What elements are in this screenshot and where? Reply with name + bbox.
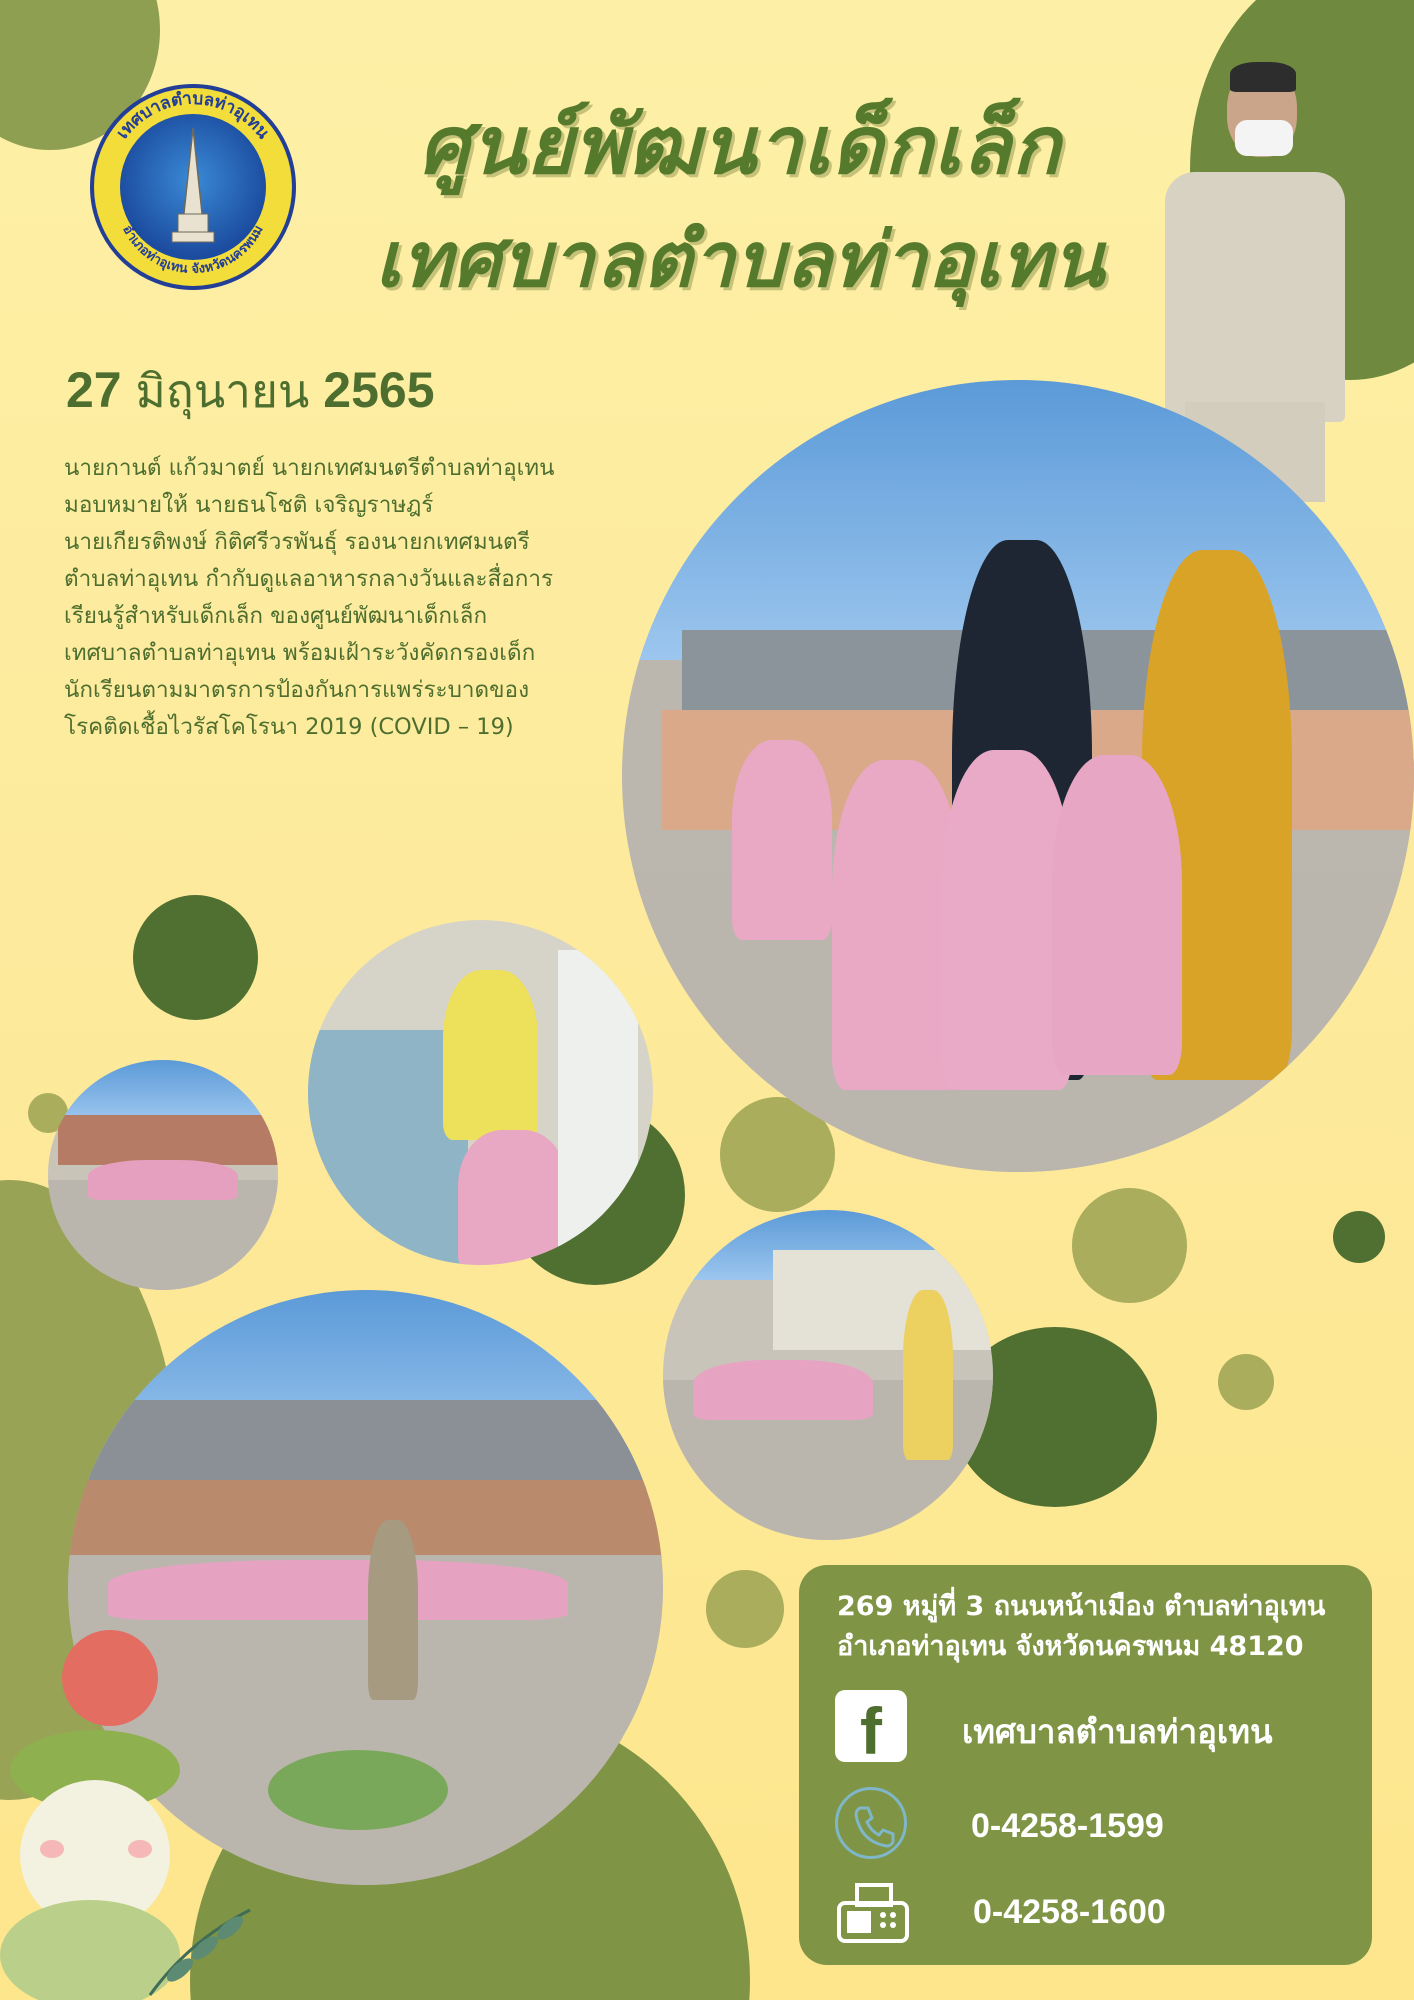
phone-icon bbox=[835, 1787, 907, 1859]
photo-temperature-screening bbox=[663, 1210, 993, 1540]
date-year: 2565 bbox=[323, 362, 435, 418]
fax-icon bbox=[835, 1883, 911, 1945]
municipality-logo bbox=[90, 84, 296, 290]
title-line-2: เทศบาลตำบลท่าอุเทน bbox=[374, 215, 1106, 304]
address-line-2: อำเภอท่าอุเทน จังหวัดนครพนม 48120 bbox=[837, 1631, 1304, 1662]
text-line: ตำบลท่าอุเทน กำกับดูแลอาหารกลางวันและสื่อการ bbox=[64, 566, 554, 592]
event-date bbox=[66, 355, 435, 428]
text-line: เทศบาลตำบลท่าอุเทน พร้อมเฝ้าระวังคัดกรองเด็ก bbox=[64, 640, 536, 666]
text-line: โรคติดเชื้อไวรัสโคโรนา 2019 (COVID – 19) bbox=[64, 714, 514, 740]
announcement-text bbox=[64, 450, 604, 746]
address bbox=[837, 1587, 1325, 1667]
logo-text-bottom: อำเภอท่าอุเทน จังหวัดนครพนม bbox=[119, 222, 267, 278]
title-line-1: ศูนย์พัฒนาเด็กเล็ก bbox=[418, 98, 1062, 192]
phone-number[interactable]: 0-4258-1599 bbox=[971, 1807, 1164, 1845]
deco-circle bbox=[1333, 1211, 1385, 1263]
text-line: นายเกียรติพงษ์ กิติศรีวรพันธุ์ รองนายกเทศมนตรี bbox=[64, 529, 530, 555]
svg-text:เทศบาลตำบลท่าอุเทน bbox=[113, 89, 274, 144]
logo-text-top: เทศบาลตำบลท่าอุเทน bbox=[112, 88, 274, 143]
text-line: เรียนรู้สำหรับเด็กเล็ก ของศูนย์พัฒนาเด็กเล็ก bbox=[64, 603, 488, 629]
leaf-decoration bbox=[140, 1900, 260, 2000]
deco-circle bbox=[1072, 1188, 1187, 1303]
text-line: นักเรียนตามมาตรการป้องกันการแพร่ระบาดของ bbox=[64, 677, 530, 703]
svg-text:อำเภอท่าอุเทน จังหวัดนครพนม bbox=[119, 222, 266, 277]
address-line-1: 269 หมู่ที่ 3 ถนนหน้าเมือง ตำบลท่าอุเทน bbox=[837, 1591, 1326, 1622]
date-month: มิถุนายน bbox=[135, 364, 310, 418]
facebook-icon[interactable]: f bbox=[835, 1690, 907, 1762]
text-line: นายกานต์ แก้วมาตย์ นายกเทศมนตรีตำบลท่าอุเทน bbox=[64, 455, 555, 481]
deco-circle bbox=[1218, 1354, 1274, 1410]
text-line: มอบหมายให้ นายธนโชติ เจริญราษฎร์ bbox=[64, 492, 434, 518]
contact-panel bbox=[799, 1565, 1372, 1965]
date-day: 27 bbox=[66, 362, 122, 418]
photo-handwashing bbox=[308, 920, 653, 1265]
deco-circle bbox=[133, 895, 258, 1020]
main-photo-children-lineup bbox=[622, 380, 1414, 1172]
fax-number[interactable]: 0-4258-1600 bbox=[973, 1893, 1166, 1931]
photo-children-outdoor-line bbox=[48, 1060, 278, 1290]
deco-circle bbox=[706, 1570, 784, 1648]
logo-ring-text bbox=[90, 84, 296, 290]
facebook-page-name[interactable]: เทศบาลตำบลท่าอุเทน bbox=[962, 1712, 1273, 1751]
